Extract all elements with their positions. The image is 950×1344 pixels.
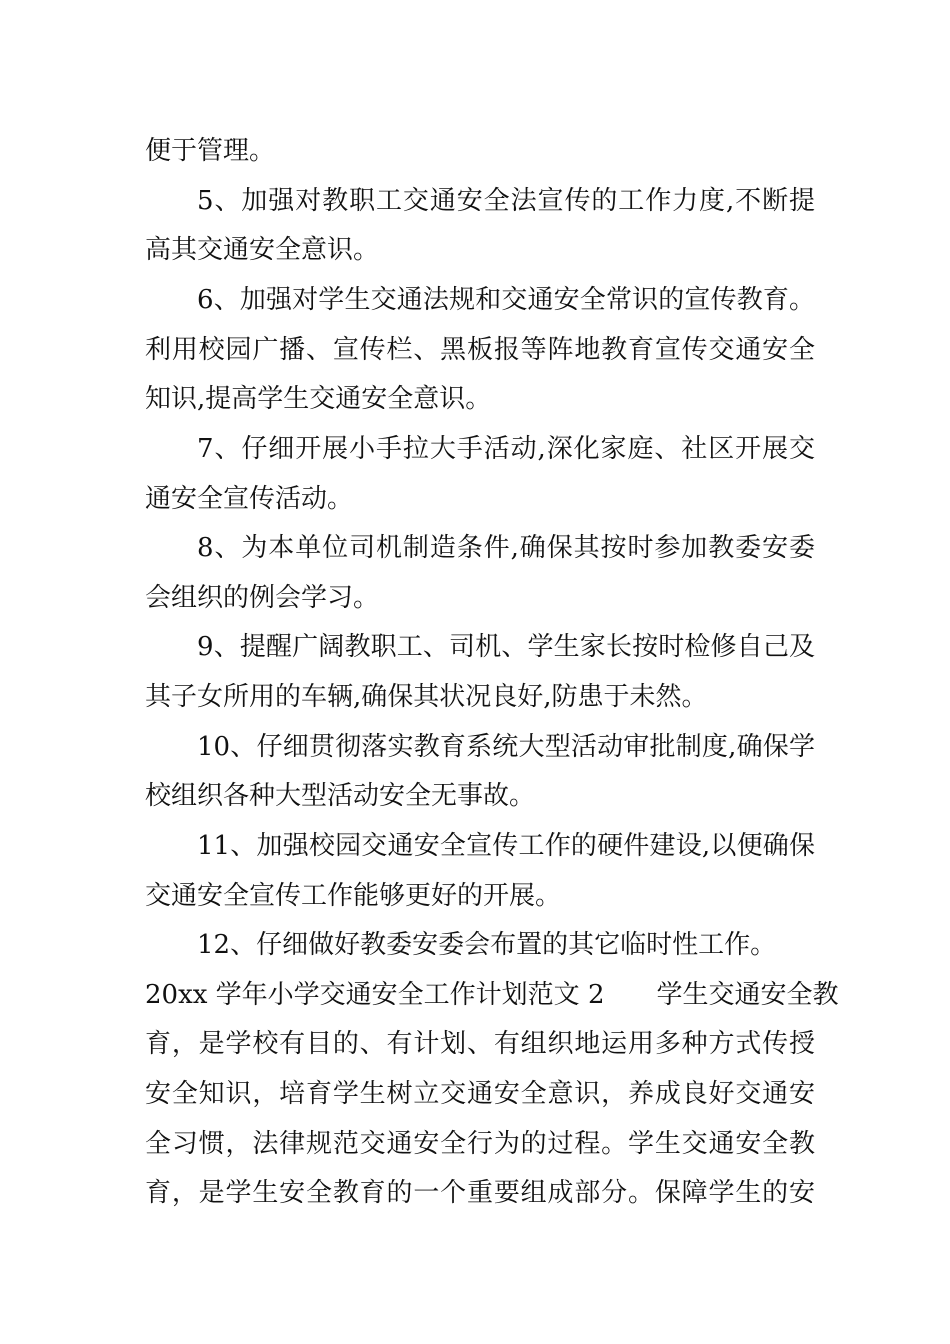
text-line: 12、仔细做好教委安委会布置的其它临时性工作。 [197, 930, 777, 960]
section-heading-line: 20xx 学年小学交通安全工作计划范文 2 学生交通安全教 [145, 980, 839, 1010]
text-line: 知识,提高学生交通安全意识。 [145, 384, 492, 414]
text-line: 交通安全宣传工作能够更好的开展。 [145, 881, 562, 911]
text-line: 通安全宣传活动。 [145, 484, 354, 514]
text-line: 5、加强对教职工交通安全法宣传的工作力度,不断提 [197, 186, 815, 216]
text-line: 8、为本单位司机制造条件,确保其按时参加教委安委 [197, 533, 815, 563]
text-line: 9、提醒广阔教职工、司机、学生家长按时检修自己及 [197, 632, 815, 662]
text-line: 安全知识，培育学生树立交通安全意识，养成良好交通安 [145, 1079, 815, 1109]
text-line: 其子女所用的车辆,确保其状况良好,防患于未然。 [145, 682, 708, 712]
text-line: 7、仔细开展小手拉大手活动,深化家庭、社区开展交 [197, 434, 815, 464]
text-line: 便于管理。 [145, 136, 276, 166]
text-line: 校组织各种大型活动安全无事故。 [145, 781, 536, 811]
text-line: 利用校园广播、宣传栏、黑板报等阵地教育宣传交通安全 [145, 335, 815, 365]
text-line: 11、加强校园交通安全宣传工作的硬件建设,以便确保 [197, 831, 815, 861]
text-line: 育，是学校有目的、有计划、有组织地运用多种方式传授 [145, 1029, 815, 1059]
text-line: 全习惯，法律规范交通安全行为的过程。学生交通安全教 [145, 1129, 815, 1159]
text-line: 会组织的例会学习。 [145, 583, 380, 613]
text-line: 10、仔细贯彻落实教育系统大型活动审批制度,确保学 [197, 732, 815, 762]
text-line: 育，是学生安全教育的一个重要组成部分。保障学生的安 [145, 1178, 815, 1208]
text-line: 6、加强对学生交通法规和交通安全常识的宣传教育。 [197, 285, 815, 315]
text-line: 高其交通安全意识。 [145, 235, 380, 265]
